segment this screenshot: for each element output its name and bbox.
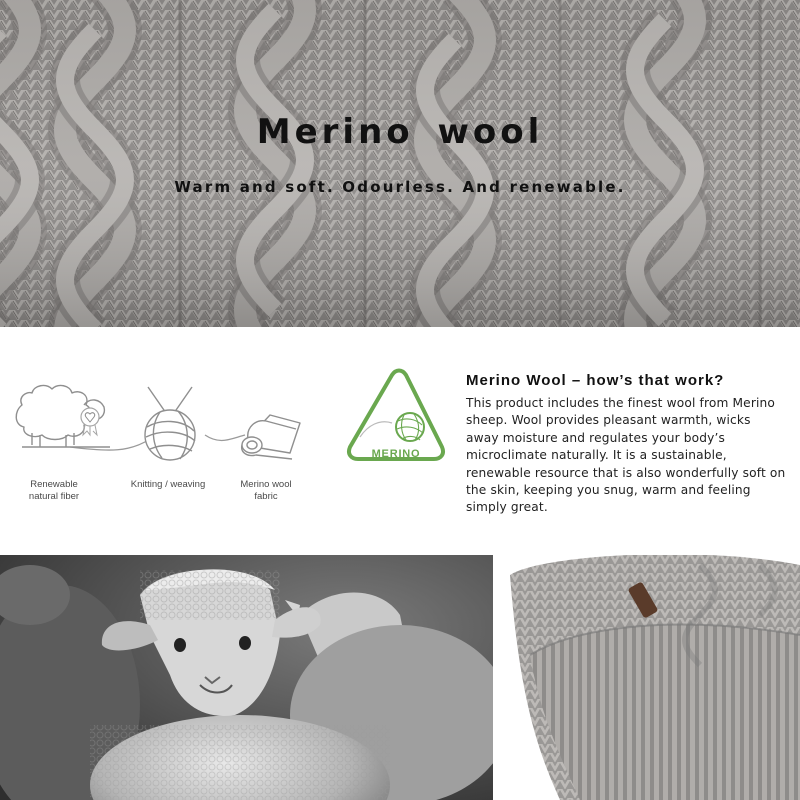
process-diagram	[0, 327, 450, 555]
knit-hat-photo	[500, 555, 800, 800]
badge-text: MERINO	[371, 448, 421, 460]
description-title: Merino Wool – how’s that work?	[466, 372, 725, 389]
hero-subtitle: Warm and soft. Odourless. And renewable.	[174, 178, 626, 196]
step-label-renewable	[14, 479, 94, 503]
description-body: This product includes the finest wool from Merino sheep. Wool provides pleasant warmth, wicks away moisture and regulates your body’s microclimate naturally. It is a sustainable, renewable resource that is also wonderfully soft on the skin, keeping you snug, warm and feeling simply great.	[466, 396, 786, 515]
hero-title: Merino wool	[256, 112, 544, 152]
description-block	[466, 372, 786, 517]
heart-badge-icon	[81, 408, 99, 435]
step-label-line: fabric	[254, 491, 278, 502]
step-label-line: Knitting / weaving	[130, 479, 206, 490]
process-illustration	[0, 327, 450, 555]
fabric-roll-icon	[242, 415, 300, 459]
sheep-illustration	[0, 555, 493, 800]
sheep-photo	[0, 555, 493, 800]
info-section	[0, 327, 800, 555]
knit-hat-illustration	[500, 555, 800, 800]
step-label-fabric	[234, 479, 298, 503]
hero-banner	[0, 0, 800, 327]
step-label-line: Merino wool	[240, 479, 292, 490]
cable-knit-texture	[0, 0, 800, 327]
step-label-line: Renewable	[30, 479, 78, 490]
yarn-ball-icon	[145, 387, 195, 460]
step-label-knitting	[118, 479, 218, 491]
step-label-line: natural fiber	[28, 491, 80, 502]
merino-badge-icon	[349, 371, 443, 461]
